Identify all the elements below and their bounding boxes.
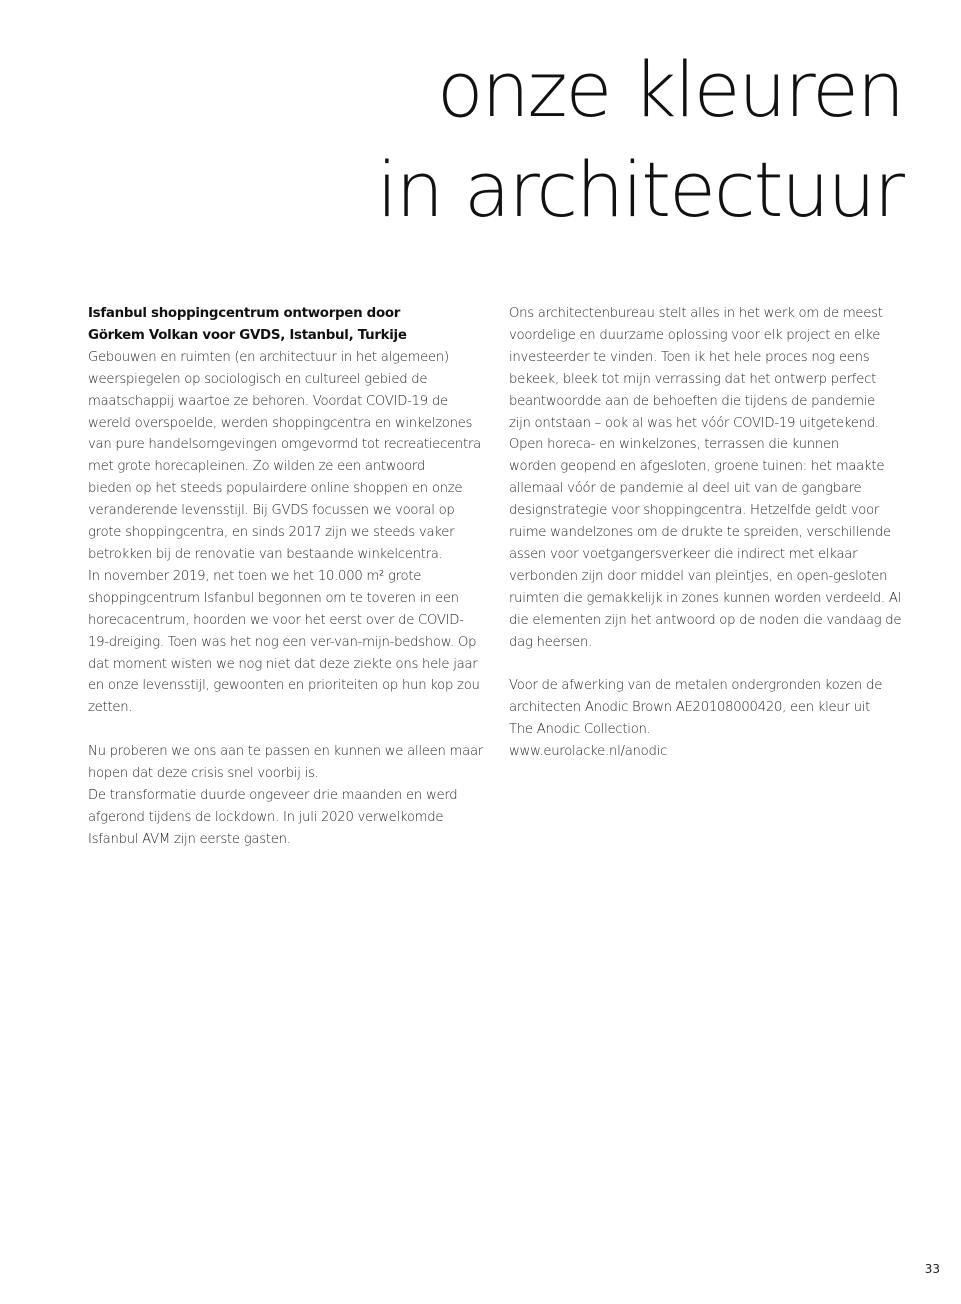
text-line: zijn ontstaan – ook al was het vóór COVID-19 uitgetekend. — [509, 415, 879, 431]
text-line: allemaal vóór de pandemie al deel uit van de gangbare — [509, 481, 862, 497]
heading-line: Isfanbul shoppingcentrum ontworpen door — [88, 306, 401, 321]
page-number: 33 — [924, 1262, 940, 1276]
left-column — [88, 303, 484, 851]
left-paragraph-4 — [88, 785, 484, 851]
text-line: Voor de afwerking van de metalen ondergronden kozen de — [509, 678, 883, 694]
text-line: die elementen zijn het antwoord op de noden die vandaag de — [509, 612, 902, 628]
text-line: worden geopend en afgesloten, groene tuinen: het maakte — [509, 459, 885, 475]
text-line: Isfanbul AVM zijn eerste gasten. — [88, 831, 291, 847]
text-line: weerspiegelen op sociologisch en cultureel gebied de — [88, 371, 428, 387]
left-paragraph-2 — [88, 566, 484, 719]
text-line: investeerder te vinden. Toen ik het hele proces nog eens — [509, 349, 870, 365]
title-line-1: onze kleuren — [436, 45, 903, 134]
text-line: van pure handelsomgevingen omgevormd tot recreatiecentra — [88, 437, 481, 453]
text-line: designstrategie voor shoppingcentra. Hetzelfde geldt voor — [509, 503, 880, 519]
heading-line: Görkem Volkan voor GVDS, Istanbul, Turkije — [88, 327, 407, 343]
left-paragraph-1 — [88, 347, 484, 566]
text-line: veranderende levensstijl. Bij GVDS focussen we vooral op — [88, 503, 455, 519]
text-line: voordelige en duurzame oplossing voor elk project en elke — [509, 327, 881, 343]
right-column — [509, 303, 901, 763]
page-title — [377, 40, 903, 240]
text-line: In november 2019, net toen we het 10.000 m² grote — [88, 568, 422, 584]
text-line: dat moment wisten we nog niet dat deze ziekte ons hele jaar — [88, 656, 478, 672]
right-paragraph-2 — [509, 675, 901, 763]
text-line: ruime wandelzones om de drukte te spreiden, verschillende — [509, 525, 891, 541]
website-link[interactable]: www.eurolacke.nl/anodic — [509, 744, 667, 760]
text-line: grote shoppingcentra, en sinds 2017 zijn we steeds vaker — [88, 525, 455, 541]
text-line: Nu proberen we ons aan te passen en kunnen we alleen maar — [88, 744, 483, 760]
text-line: betrokken bij de renovatie van bestaande winkelcentra. — [88, 546, 443, 562]
text-line: Ons architectenbureau stelt alles in het werk om de meest — [509, 306, 883, 321]
text-line: beantwoordde aan de behoeften die tijdens de pandemie — [509, 393, 875, 409]
text-line: dag heersen. — [509, 634, 593, 650]
text-line: De transformatie duurde ongeveer drie maanden en werd — [88, 787, 458, 803]
text-line: en onze levensstijl, gewoonten en prioriteiten op hun kop zou — [88, 678, 480, 694]
left-paragraph-3 — [88, 741, 484, 785]
text-line: horecacentrum, hoorden we voor het eerst over de COVID- — [88, 612, 464, 628]
text-line: zetten. — [88, 700, 133, 716]
text-line: assen voor voetgangersverkeer die indirect met elkaar — [509, 546, 858, 562]
text-line: Open horeca- en winkelzones, terrassen die kunnen — [509, 437, 839, 453]
text-line: afgerond tijdens de lockdown. In juli 2020 verwelkomde — [88, 809, 444, 825]
text-line: met grote horecapleinen. Zo wilden ze een antwoord — [88, 459, 425, 475]
text-line: shoppingcentrum Isfanbul begonnen om te toveren in een — [88, 590, 459, 606]
text-line: The Anodic Collection. — [509, 722, 651, 738]
text-line: 19-dreiging. Toen was het nog een ver-van-mijn-bedshow. Op — [88, 634, 477, 650]
text-line: Gebouwen en ruimten (en architectuur in het algemeen) — [88, 349, 449, 365]
text-line: ruimten die gemakkelijk in zones kunnen worden verdeeld. Al — [509, 590, 902, 606]
text-line: architecten Anodic Brown AE20108000420, een kleur uit — [509, 700, 871, 716]
text-line: wereld overspoelde, werden shoppingcentra en winkelzones — [88, 415, 473, 431]
text-line: bieden op het steeds populairdere online shoppen en onze — [88, 481, 463, 497]
text-line: verbonden zijn door middel van pleintjes, en open-gesloten — [509, 568, 888, 584]
text-line: bekeek, bleek tot mijn verrassing dat het ontwerp perfect — [509, 371, 876, 387]
right-paragraph-1 — [509, 303, 901, 654]
text-line: hopen dat deze crisis snel voorbij is. — [88, 766, 319, 782]
article-heading — [88, 303, 484, 347]
title-line-2: in architectuur — [376, 145, 903, 234]
text-line: maatschappij waartoe ze behoren. Voordat COVID-19 de — [88, 393, 448, 409]
